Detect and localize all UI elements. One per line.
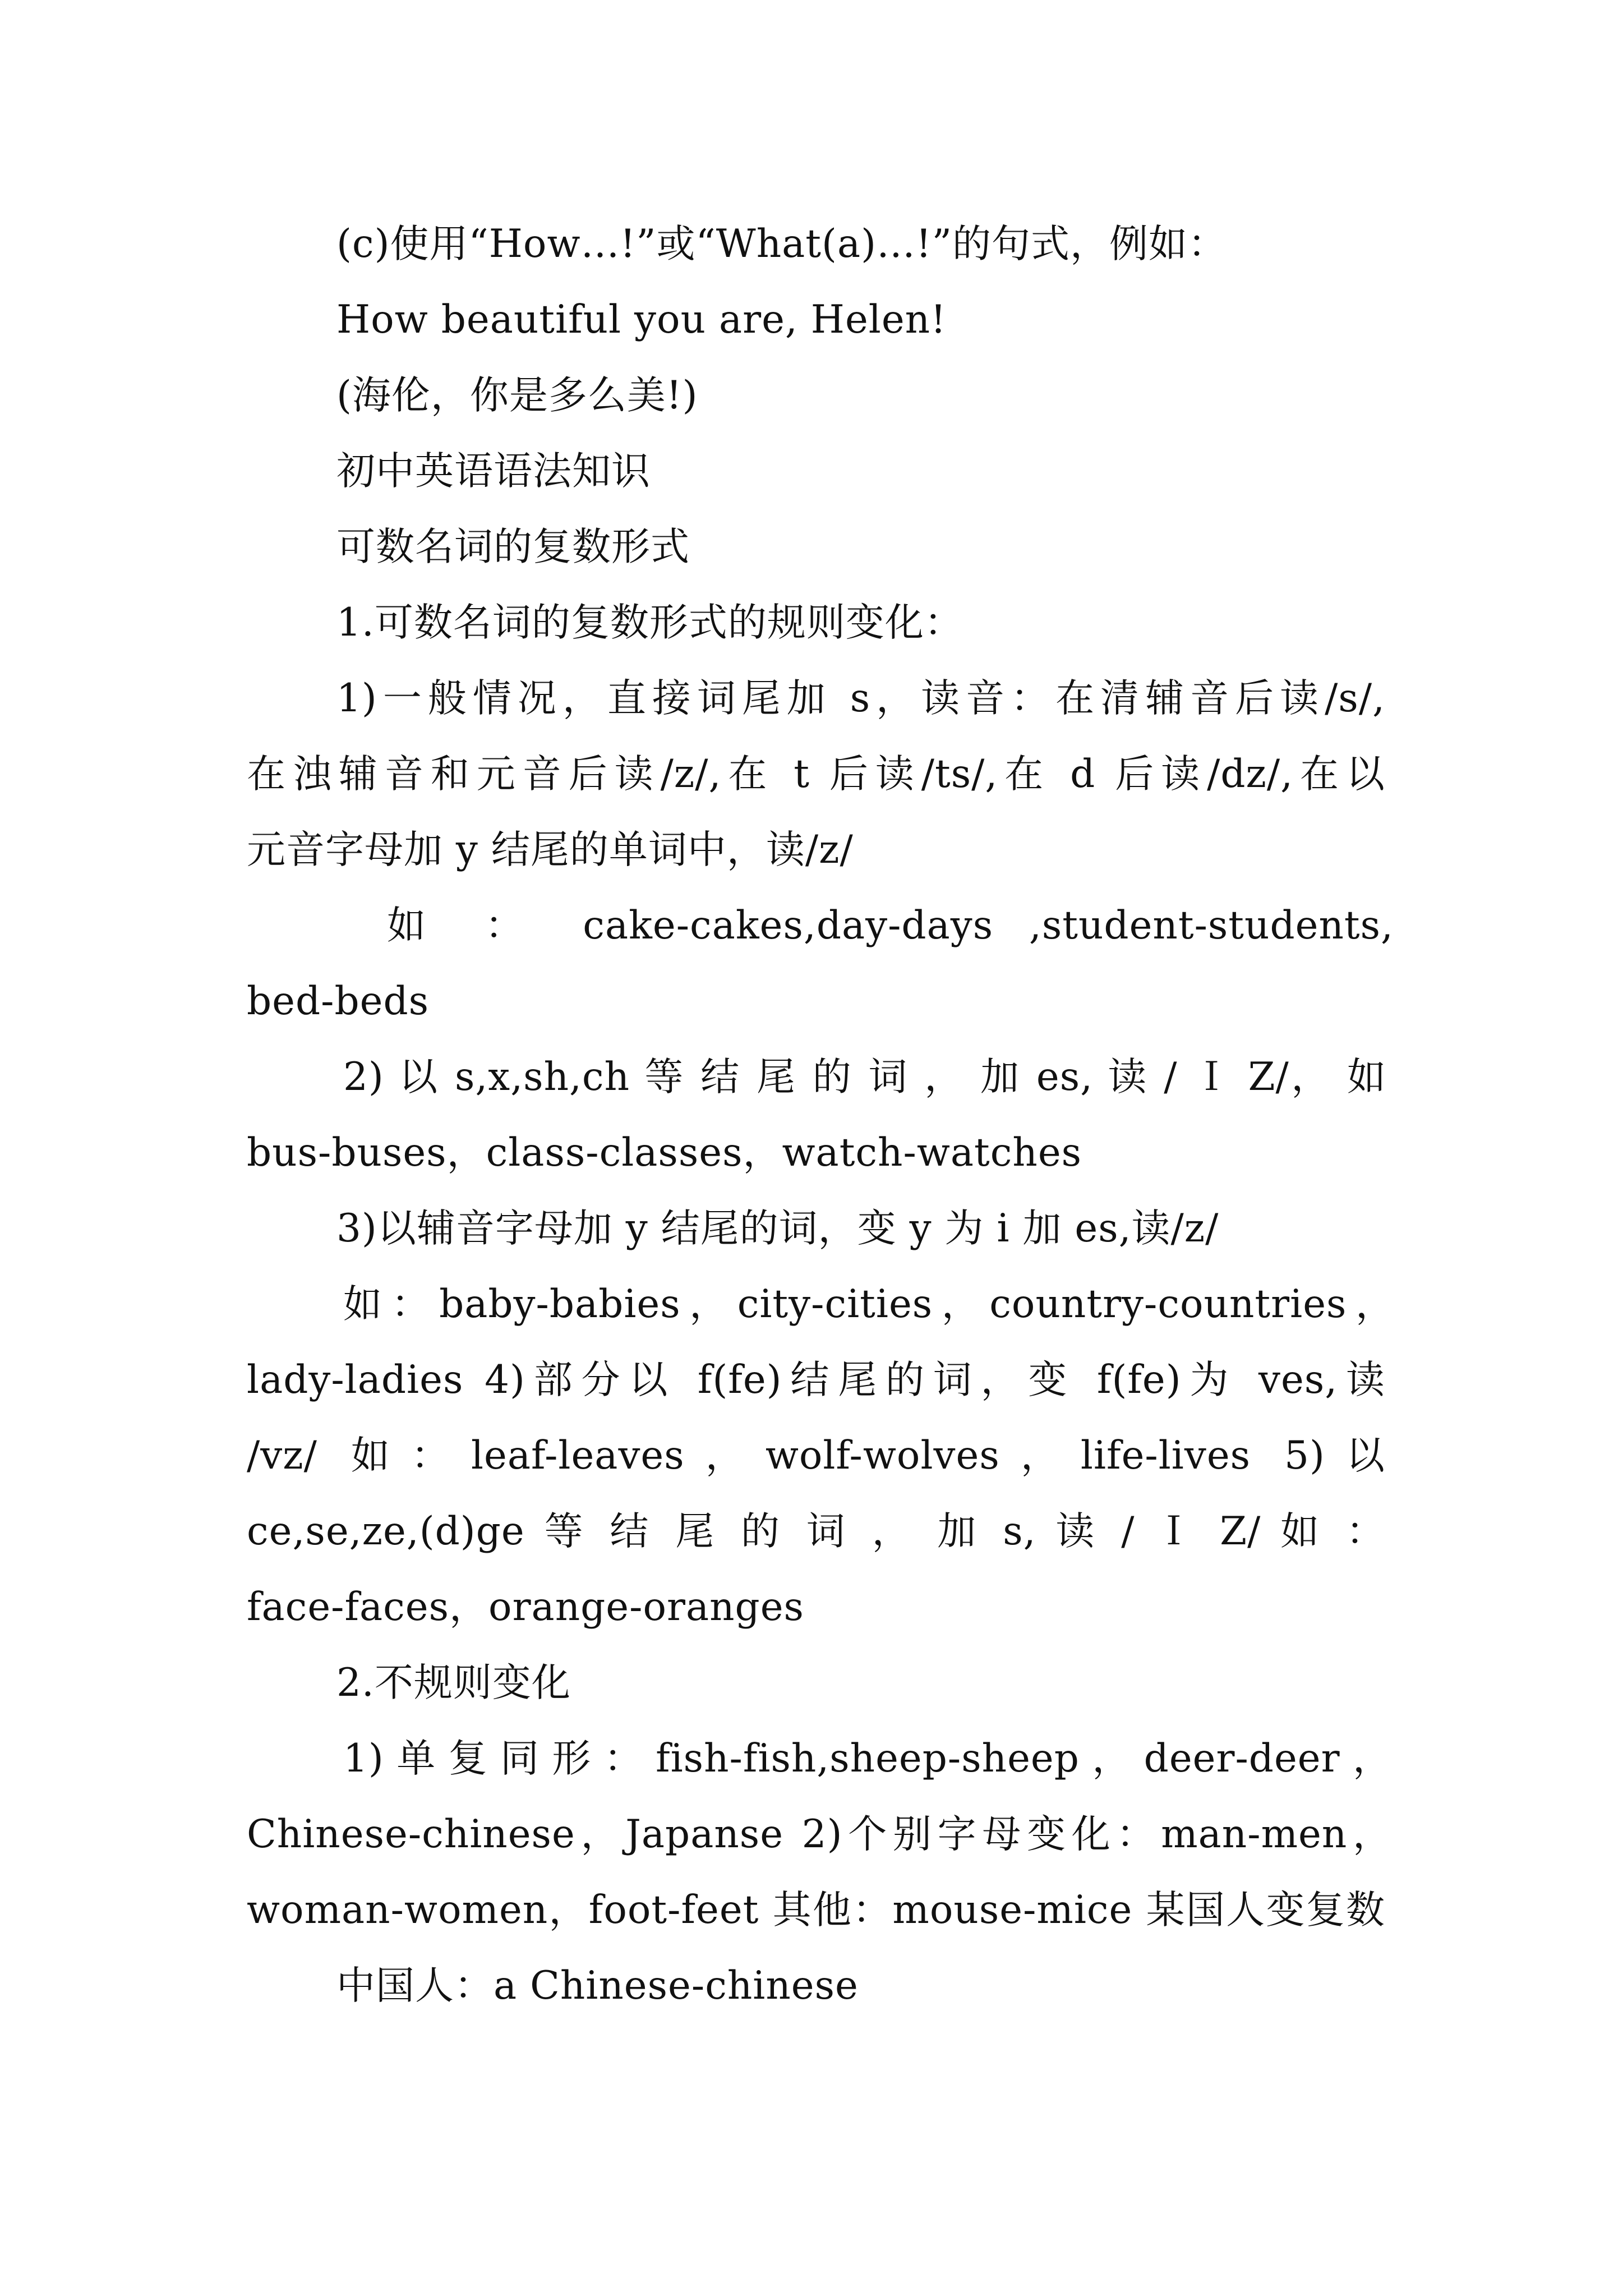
example-translation-line: (海伦，你是多么美!)	[336, 373, 698, 418]
rule-heading-1: 1.可数名词的复数形式的规则变化：	[336, 600, 963, 645]
rule-1-line-2: 在浊辅音和元音后读/z/,在 t 后读/ts/,在 d 后读/dz/,在以	[247, 752, 1385, 797]
rule-3-example-line: 如：baby-babies，city-cities，country-countries，	[343, 1282, 1395, 1327]
rule-1-example-line: 如 ： cake-cakes,day-days ,student-students,	[387, 903, 1394, 948]
rule-4-line-1: lady-ladies 4)部分以 f(fe)结尾的词，变 f(fe)为 ves,读	[247, 1358, 1385, 1402]
example-sentence-line: How beautiful you are, Helen!	[336, 297, 947, 342]
rule-2-line-2: bus-buses，class-classes，watch-watches	[247, 1130, 1082, 1175]
rule-5-line-2: face-faces，orange-oranges	[247, 1585, 804, 1630]
rule-heading-2: 2.不规则变化	[336, 1660, 571, 1705]
irregular-line-2: Chinese-chinese，Japanse 2)个别字母变化：man-men，	[247, 1812, 1392, 1857]
rule-4-line-2: /vz/ 如：leaf-leaves，wolf-wolves，life-lives 5)以	[247, 1433, 1385, 1478]
rule-1-line-1: 1)一般情况，直接词尾加 s，读音：在清辅音后读/s/,	[336, 676, 1385, 721]
irregular-line-3: woman-women，foot-feet 其他：mouse-mice 某国人变复数	[247, 1888, 1385, 1932]
irregular-line-4: 中国人：a Chinese-chinese	[336, 1963, 859, 2008]
topic-heading: 可数名词的复数形式	[336, 524, 690, 569]
section-heading: 初中英语语法知识	[336, 449, 651, 494]
rule-2-line-1: 2) 以 s,x,sh,ch 等 结 尾 的 词 ， 加 es, 读 / Ｉ Z/， 如	[343, 1055, 1386, 1099]
irregular-line-1: 1)单复同形：fish-fish,sheep-sheep，deer-deer，	[343, 1736, 1392, 1781]
rule-5-line-1: ce,se,ze,(d)ge 等 结 尾 的 词 ， 加 s, 读 / Ｉ Z/ 如 ：	[247, 1509, 1385, 1554]
exclamation-rule-line: (c)使用“How…!”或“What(a)…!”的句式，例如：	[336, 222, 1228, 266]
rule-1-example-cont: bed-beds	[247, 979, 430, 1024]
rule-1-line-3: 元音字母加 y 结尾的单词中，读/z/	[247, 827, 854, 872]
rule-3-line: 3)以辅音字母加 y 结尾的词，变 y 为 i 加 es,读/z/	[336, 1206, 1219, 1251]
